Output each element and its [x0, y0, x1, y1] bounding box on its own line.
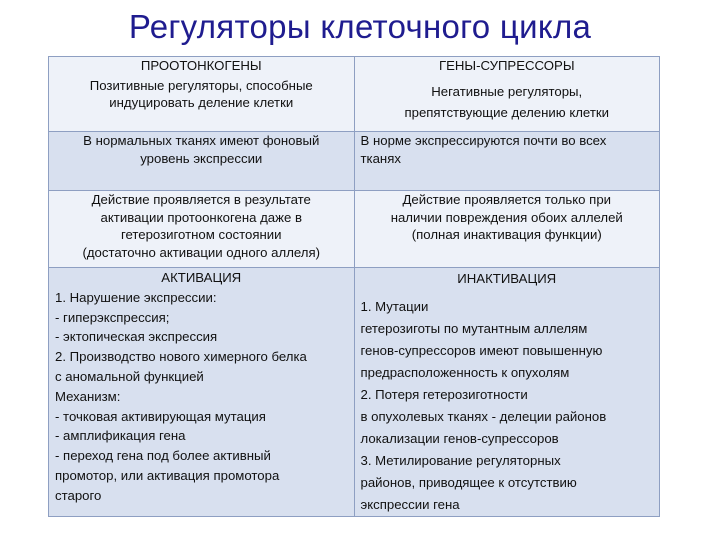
table-row-mechanism [49, 268, 660, 517]
header-title-suppressor-genes: ГЕНЫ-СУПРЕССОРЫ [438, 58, 575, 73]
list-item: 2. Производство нового химерного белка [55, 349, 307, 365]
list-item: с аномальной функцией [55, 368, 204, 384]
cell-action-right [354, 191, 660, 268]
cell-text-line: тканях [360, 150, 401, 166]
cell-expression-right [354, 132, 660, 191]
header-desc-line: препятствующие делению клетки [404, 104, 610, 120]
header-desc-line: индуцировать деление клетки [109, 95, 294, 110]
page-title: Регуляторы клеточного цикла [128, 8, 592, 45]
header-desc-line: Негативные регуляторы, [431, 83, 583, 99]
cell-action-left [49, 191, 355, 268]
list-item: Механизм: [55, 388, 121, 404]
table-row-action [49, 191, 660, 268]
list-item: генов-супрессоров имеют повышенную [360, 343, 603, 358]
list-item: промотор, или активация промотора [55, 467, 280, 483]
list-item: 2. Потеря гетерозиготности [360, 387, 528, 402]
cell-text-line: (полная инактивация функции) [411, 227, 602, 242]
header-cell-suppressor-genes [354, 57, 660, 132]
list-item: старого [55, 487, 102, 503]
list-item: 3. Метилирование регуляторных [360, 453, 561, 468]
list-item: в опухолевых тканях - делеции районов [360, 409, 607, 424]
cell-inactivation [354, 268, 660, 517]
cell-text-line: В норме экспрессируются почти во всех [360, 133, 607, 148]
header-desc-line: Позитивные регуляторы, способные [89, 77, 313, 93]
cell-text-line: Действие проявляется только при [402, 192, 612, 207]
cell-expression-left [49, 132, 355, 191]
list-item: локализации генов-супрессоров [360, 431, 559, 446]
cell-text-line: В нормальных тканях имеют фоновый [83, 133, 320, 148]
cell-text-line: (достаточно активации одного аллеля) [82, 244, 321, 260]
list-item: предрасположенность к опухолям [360, 365, 570, 380]
cell-text-line: активации протоонкогена даже в [100, 209, 302, 225]
table-header-row [49, 57, 660, 132]
cell-text-line: гетерозиготном состоянии [120, 227, 282, 242]
list-item: - переход гена под более активный [55, 448, 271, 464]
cell-text-line: уровень экспрессии [140, 150, 263, 166]
list-item: - амплификация гена [55, 428, 186, 444]
list-item: - эктопическая экспрессия [55, 329, 218, 345]
list-item: экспрессии гена [360, 497, 460, 512]
list-item: - гиперэкспрессия; [55, 309, 170, 325]
cell-heading-inactivation: ИНАКТИВАЦИЯ [457, 271, 557, 286]
header-cell-protooncogenes [49, 57, 355, 132]
cell-text-line: наличии повреждения обоих аллелей [390, 209, 623, 225]
table-row-expression [49, 132, 660, 191]
cell-heading-activation: АКТИВАЦИЯ [161, 270, 242, 285]
list-item: - точковая активирующая мутация [55, 408, 266, 424]
list-item: районов, приводящее к отсутствию [360, 475, 577, 490]
list-item: гетерозиготы по мутантным аллелям [360, 321, 588, 336]
comparison-table [48, 56, 660, 517]
cell-text-line: Действие проявляется в результате [91, 192, 311, 207]
header-title-protooncogenes: ПРООТОНКОГЕНЫ [140, 58, 262, 73]
list-item: 1. Нарушение экспрессии: [55, 289, 217, 305]
list-item: 1. Мутации [360, 299, 429, 314]
cell-activation [49, 268, 355, 517]
